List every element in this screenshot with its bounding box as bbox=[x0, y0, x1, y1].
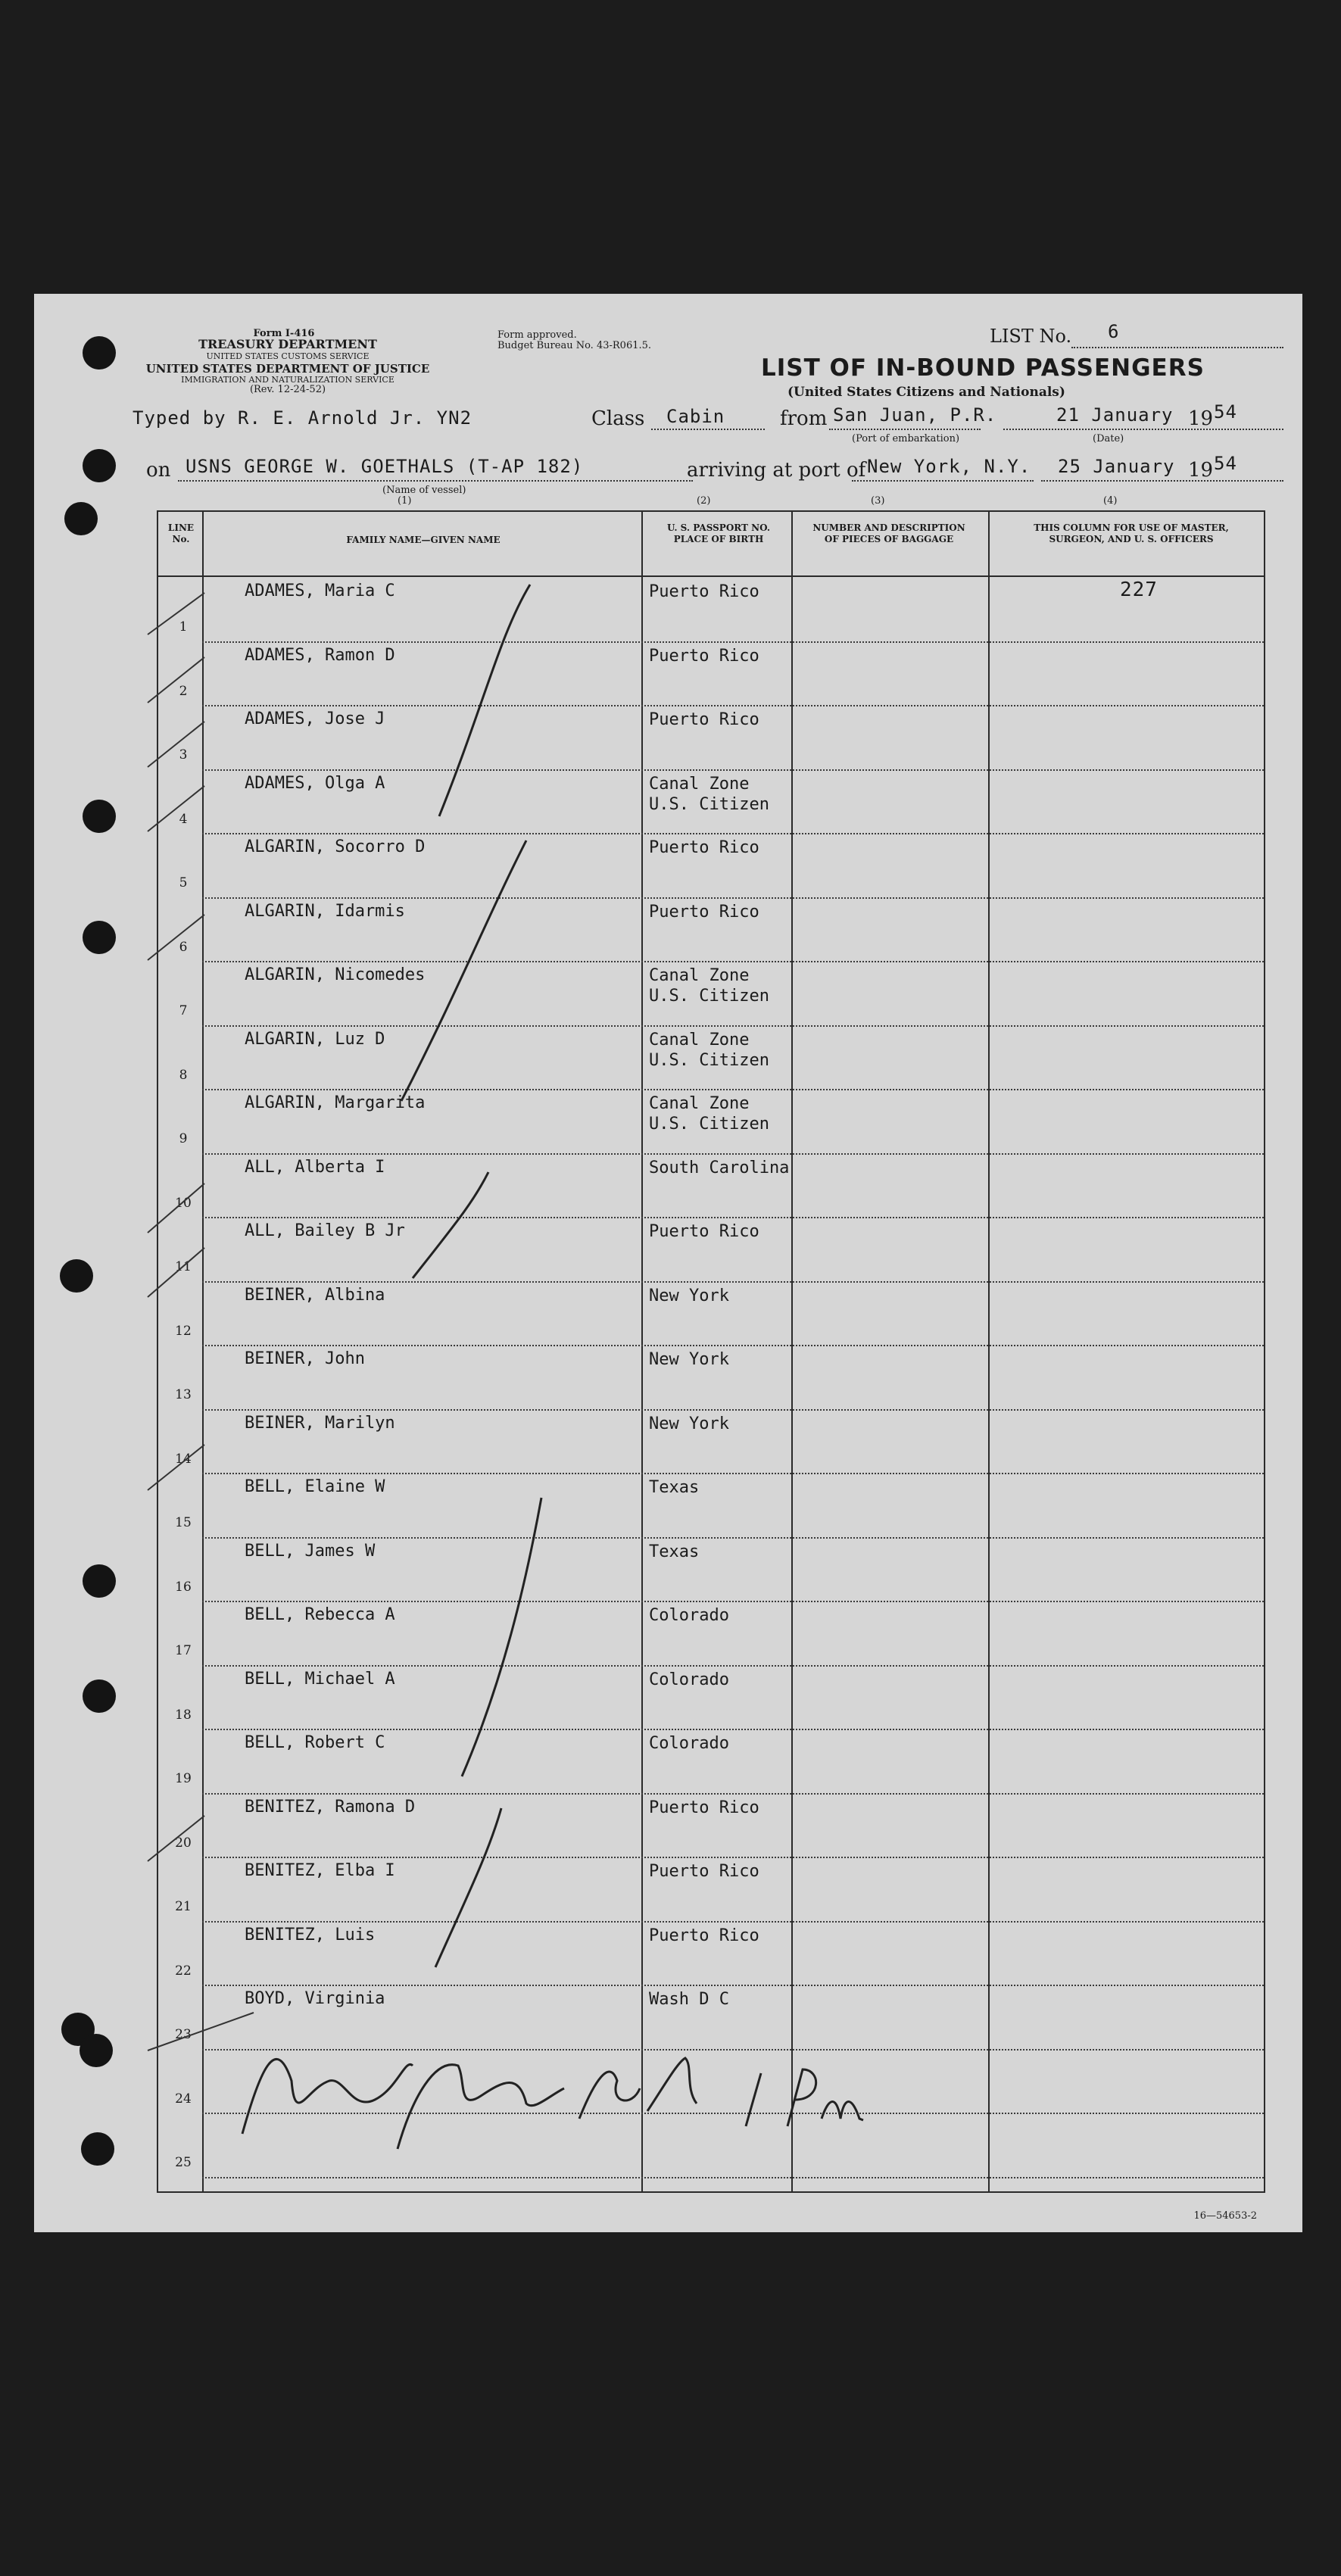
row-rule bbox=[202, 641, 1264, 643]
line-number: 6 bbox=[179, 939, 188, 955]
col-ref-2: (2) bbox=[697, 495, 711, 507]
departure-year-prefix: 19 bbox=[1188, 407, 1214, 430]
place-of-birth: Puerto Rico bbox=[649, 902, 759, 922]
line-number: 19 bbox=[175, 1771, 192, 1786]
place-of-birth: South Carolina bbox=[649, 1158, 790, 1177]
vessel-line bbox=[178, 480, 693, 482]
col-divider bbox=[791, 512, 793, 2191]
passenger-name: ADAMES, Maria C bbox=[245, 582, 395, 600]
row-rule bbox=[202, 2177, 1264, 2178]
place-of-birth: Canal Zone U.S. Citizen bbox=[649, 966, 769, 1006]
line-number: 21 bbox=[175, 1899, 192, 1914]
place-of-birth: Puerto Rico bbox=[649, 710, 759, 729]
passenger-name: BEINER, John bbox=[245, 1349, 365, 1368]
binder-hole bbox=[60, 1259, 93, 1293]
port-line bbox=[829, 429, 981, 430]
row-rule bbox=[202, 1217, 1264, 1218]
line-number: 10 bbox=[175, 1195, 192, 1211]
passenger-name: ALL, Alberta I bbox=[245, 1157, 385, 1177]
passenger-name: ALGARIN, Margarita bbox=[245, 1093, 426, 1112]
passenger-table bbox=[157, 510, 1265, 2193]
col-divider bbox=[988, 512, 990, 2191]
col-header-officers: THIS COLUMN FOR USE OF MASTER, SURGEON, AND U. S. OFFICERS bbox=[1034, 522, 1229, 544]
line-number: 25 bbox=[175, 2155, 192, 2170]
passenger-name: BEINER, Albina bbox=[245, 1285, 385, 1305]
place-of-birth: Canal Zone U.S. Citizen bbox=[649, 1094, 769, 1134]
binder-hole bbox=[81, 2132, 114, 2166]
row-rule bbox=[202, 1089, 1264, 1090]
vessel-caption: (Name of vessel) bbox=[382, 485, 466, 496]
form-approved: Form approved. bbox=[497, 329, 577, 341]
col-ref-3: (3) bbox=[871, 495, 885, 507]
page-title: LIST OF IN-BOUND PASSENGERS bbox=[761, 354, 1205, 382]
col-ref-1: (1) bbox=[398, 495, 412, 507]
row-rule bbox=[202, 833, 1264, 834]
passenger-name: ADAMES, Jose J bbox=[245, 709, 385, 728]
line-number: 16 bbox=[175, 1579, 192, 1595]
officer-note: 227 bbox=[1120, 579, 1158, 601]
class-label: Class bbox=[591, 407, 645, 430]
passenger-name: BENITEZ, Elba I bbox=[245, 1861, 395, 1880]
row-rule bbox=[202, 705, 1264, 706]
row-rule bbox=[202, 1025, 1264, 1027]
col-header-line-no: LINE No. bbox=[167, 522, 195, 544]
row-rule bbox=[202, 1921, 1264, 1923]
place-of-birth: Puerto Rico bbox=[649, 1862, 759, 1881]
arriving-label: arriving at port of bbox=[687, 459, 866, 482]
line-number: 12 bbox=[175, 1323, 192, 1339]
line-number: 23 bbox=[175, 2027, 192, 2042]
row-rule bbox=[202, 2049, 1264, 2051]
col-divider bbox=[202, 512, 204, 2191]
header-rule bbox=[158, 575, 1264, 577]
line-number: 4 bbox=[179, 811, 188, 827]
passenger-name: BOYD, Virginia bbox=[245, 1989, 385, 2008]
arrival-date-line bbox=[1041, 480, 1283, 482]
date-caption: (Date) bbox=[1093, 433, 1124, 444]
row-rule bbox=[202, 1601, 1264, 1602]
departure-year: 54 bbox=[1214, 401, 1237, 423]
arrival-port: New York, N.Y. bbox=[867, 456, 1031, 477]
row-rule bbox=[202, 1473, 1264, 1474]
place-of-birth: Colorado bbox=[649, 1670, 729, 1689]
passenger-name: ALGARIN, Luz D bbox=[245, 1029, 385, 1049]
passenger-name: BELL, Michael A bbox=[245, 1669, 395, 1689]
passenger-name: ADAMES, Ramon D bbox=[245, 645, 395, 665]
class-line bbox=[651, 429, 765, 430]
row-rule bbox=[202, 1665, 1264, 1667]
row-rule bbox=[202, 1857, 1264, 1858]
passenger-name: ALGARIN, Nicomedes bbox=[245, 965, 426, 984]
passenger-name: BELL, James W bbox=[245, 1541, 376, 1561]
line-number: 1 bbox=[179, 619, 188, 635]
from-label: from bbox=[780, 407, 828, 430]
binder-hole bbox=[64, 502, 98, 535]
passenger-name: ALGARIN, Idarmis bbox=[245, 901, 405, 921]
passenger-name: ALGARIN, Socorro D bbox=[245, 837, 426, 856]
place-of-birth: Puerto Rico bbox=[649, 1798, 759, 1817]
binder-hole bbox=[80, 2034, 113, 2067]
binder-hole bbox=[83, 800, 116, 833]
row-rule bbox=[202, 769, 1264, 771]
row-rule bbox=[202, 961, 1264, 962]
vessel-name: USNS GEORGE W. GOETHALS (T-AP 182) bbox=[186, 456, 584, 477]
manifest-page bbox=[34, 294, 1302, 2232]
place-of-birth: Puerto Rico bbox=[649, 1926, 759, 1945]
row-rule bbox=[202, 1345, 1264, 1346]
line-number: 15 bbox=[175, 1515, 192, 1530]
arrival-port-line bbox=[852, 480, 1034, 482]
row-rule bbox=[202, 2113, 1264, 2114]
passenger-name: ALL, Bailey B Jr bbox=[245, 1221, 405, 1240]
port-caption: (Port of embarkation) bbox=[852, 433, 960, 444]
col-header-baggage: NUMBER AND DESCRIPTION OF PIECES OF BAGGAGE bbox=[812, 522, 965, 544]
line-number: 24 bbox=[175, 2091, 192, 2107]
on-label: on bbox=[146, 459, 171, 482]
passenger-name: ADAMES, Olga A bbox=[245, 773, 385, 793]
row-rule bbox=[202, 1793, 1264, 1795]
line-number: 3 bbox=[179, 747, 188, 763]
binder-hole bbox=[83, 336, 116, 370]
line-number: 2 bbox=[179, 683, 188, 699]
row-rule bbox=[202, 1281, 1264, 1283]
place-of-birth: Puerto Rico bbox=[649, 838, 759, 857]
list-no-line bbox=[1071, 347, 1283, 348]
col-ref-4: (4) bbox=[1103, 495, 1118, 507]
list-no-label: LIST No. bbox=[990, 326, 1072, 347]
row-rule bbox=[202, 897, 1264, 899]
line-number: 9 bbox=[179, 1131, 188, 1146]
place-of-birth: New York bbox=[649, 1350, 729, 1369]
col-header-passport: U. S. PASSPORT NO. PLACE OF BIRTH bbox=[666, 522, 771, 544]
line-number: 17 bbox=[175, 1643, 192, 1658]
place-of-birth: Colorado bbox=[649, 1734, 729, 1753]
class-value: Cabin bbox=[666, 406, 725, 427]
place-of-birth: Canal Zone U.S. Citizen bbox=[649, 774, 769, 814]
place-of-birth: Texas bbox=[649, 1542, 700, 1561]
place-of-birth: Canal Zone U.S. Citizen bbox=[649, 1030, 769, 1070]
place-of-birth: New York bbox=[649, 1286, 729, 1305]
arrival-year: 54 bbox=[1214, 453, 1237, 474]
place-of-birth: New York bbox=[649, 1414, 729, 1433]
line-number: 5 bbox=[179, 875, 188, 890]
line-number: 8 bbox=[179, 1067, 188, 1083]
form-number: Form I-416 bbox=[253, 328, 315, 339]
form-code: 16—54653-2 bbox=[1193, 2210, 1257, 2222]
line-number: 14 bbox=[175, 1451, 192, 1467]
row-rule bbox=[202, 1409, 1264, 1411]
place-of-birth: Wash D C bbox=[649, 1990, 729, 2009]
row-rule bbox=[202, 1729, 1264, 1730]
passenger-name: BELL, Elaine W bbox=[245, 1477, 385, 1496]
place-of-birth: Puerto Rico bbox=[649, 646, 759, 666]
passenger-name: BENITEZ, Luis bbox=[245, 1925, 376, 1944]
place-of-birth: Puerto Rico bbox=[649, 582, 759, 601]
typed-by: Typed by R. E. Arnold Jr. YN2 bbox=[133, 407, 472, 429]
row-rule bbox=[202, 1985, 1264, 1986]
row-rule bbox=[202, 1537, 1264, 1539]
departure-date: 21 January bbox=[1056, 404, 1174, 426]
line-number: 22 bbox=[175, 1963, 192, 1979]
port-of-embarkation: San Juan, P.R. bbox=[833, 404, 997, 426]
binder-hole bbox=[83, 1679, 116, 1713]
line-number: 18 bbox=[175, 1707, 192, 1723]
budget-bureau: Budget Bureau No. 43-R061.5. bbox=[497, 340, 652, 351]
date-line bbox=[1003, 429, 1283, 430]
line-number: 13 bbox=[175, 1387, 192, 1402]
line-number: 11 bbox=[175, 1259, 192, 1274]
dept-justice-sub: IMMIGRATION AND NATURALIZATION SERVICE bbox=[181, 375, 395, 385]
row-rule bbox=[202, 1153, 1264, 1155]
dept-justice: UNITED STATES DEPARTMENT OF JUSTICE bbox=[145, 362, 430, 376]
line-number: 7 bbox=[179, 1003, 188, 1018]
arrival-year-prefix: 19 bbox=[1188, 459, 1214, 482]
col-header-name: FAMILY NAME—GIVEN NAME bbox=[346, 535, 501, 545]
passenger-name: BENITEZ, Ramona D bbox=[245, 1797, 416, 1817]
binder-hole bbox=[83, 449, 116, 482]
place-of-birth: Puerto Rico bbox=[649, 1222, 759, 1241]
list-no-value: 6 bbox=[1108, 321, 1120, 342]
binder-hole bbox=[83, 1564, 116, 1598]
passenger-name: BELL, Robert C bbox=[245, 1733, 385, 1752]
dept-treasury-sub: UNITED STATES CUSTOMS SERVICE bbox=[206, 351, 370, 361]
page-subtitle: (United States Citizens and Nationals) bbox=[787, 385, 1065, 400]
line-number: 20 bbox=[175, 1835, 192, 1851]
place-of-birth: Colorado bbox=[649, 1606, 729, 1625]
passenger-name: BELL, Rebecca A bbox=[245, 1605, 395, 1624]
col-divider bbox=[641, 512, 643, 2191]
passenger-name: BEINER, Marilyn bbox=[245, 1413, 395, 1433]
dept-treasury: TREASURY DEPARTMENT bbox=[198, 337, 377, 351]
binder-hole bbox=[83, 921, 116, 954]
arrival-date: 25 January bbox=[1058, 456, 1175, 477]
revision: (Rev. 12-24-52) bbox=[249, 384, 326, 395]
place-of-birth: Texas bbox=[649, 1478, 700, 1497]
